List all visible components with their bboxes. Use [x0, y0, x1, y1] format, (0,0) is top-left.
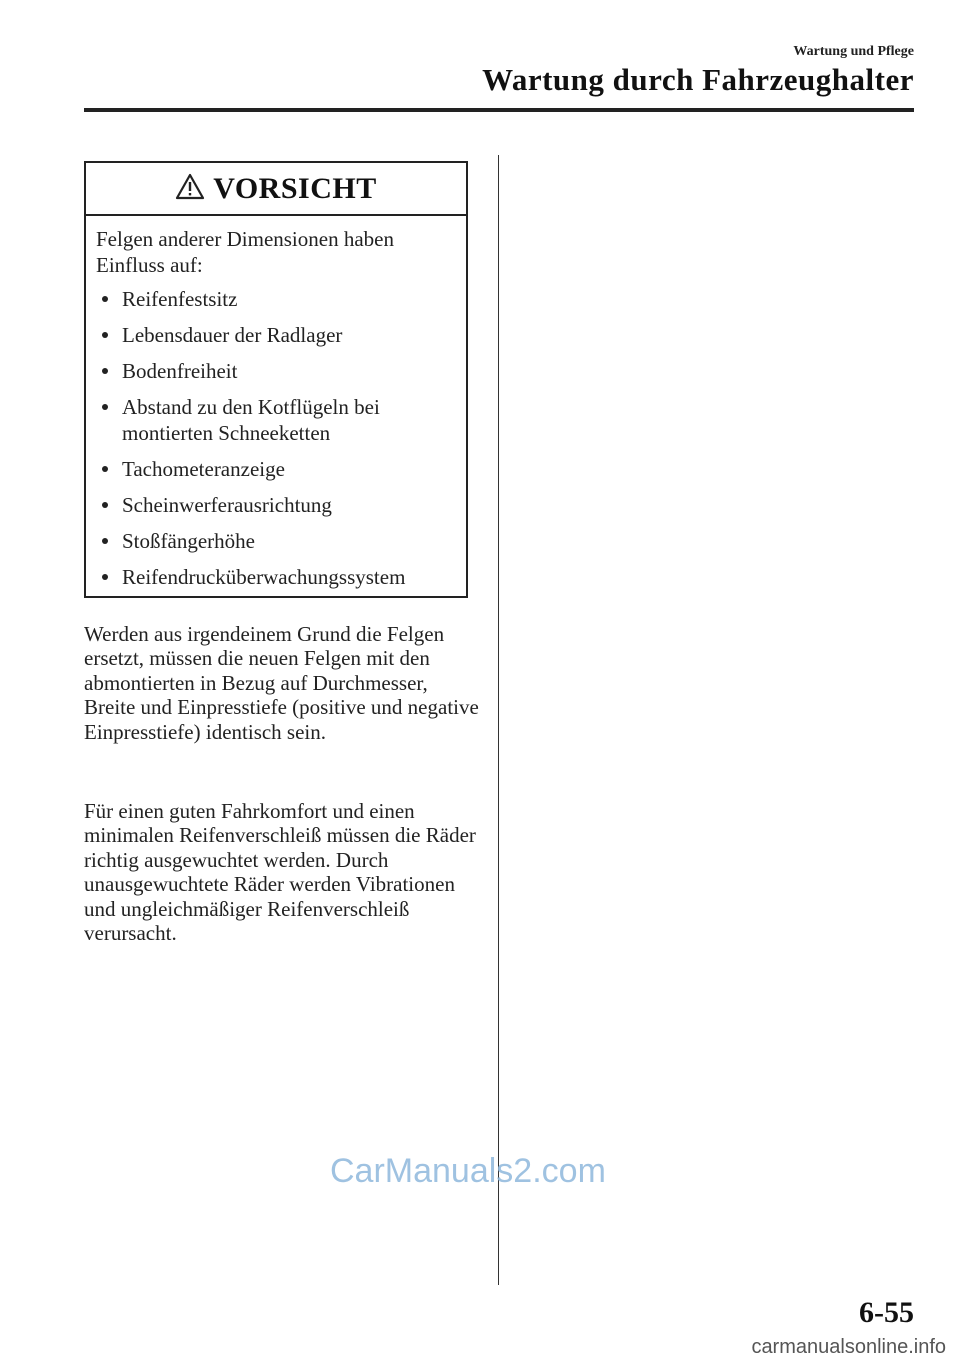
page-number: 6-55: [859, 1296, 914, 1329]
list-item: Lebensdauer der Radlager: [96, 322, 456, 348]
caution-title: VORSICHT: [213, 171, 377, 205]
watermark: CarManuals2.com: [330, 1152, 606, 1190]
warning-triangle-icon: [175, 173, 205, 205]
body-paragraph: Werden aus irgendeinem Grund die Felgen ersetzt, müssen die neuen Felgen mit den abmontierten in Bezug auf Durchmesser, Breite und Einpresstiefe (positive und negative Einpresstiefe) identisch sein.: [84, 622, 479, 744]
caution-list: [96, 286, 456, 590]
list-item: Reifenfestsitz: [96, 286, 456, 312]
list-item: Tachometeranzeige: [96, 456, 456, 482]
list-item: Reifendrucküberwachungssystem: [96, 564, 456, 590]
footer-site-link[interactable]: carmanualsonline.info: [751, 1336, 946, 1358]
header-rule: [84, 108, 914, 112]
body-paragraph: Für einen guten Fahrkomfort und einen minimalen Reifenverschleiß müssen die Räder richtig ausgewuchtet werden. Durch unausgewuchtete Räder werden Vibrationen und ungleichmäßiger Reifenverschleiß verursacht.: [84, 799, 476, 946]
list-item: Stoßfängerhöhe: [96, 528, 456, 554]
list-item: Scheinwerferausrichtung: [96, 492, 456, 518]
page-title: Wartung durch Fahrzeughalter: [482, 62, 914, 97]
caution-header: [86, 163, 466, 216]
caution-box: [84, 161, 468, 598]
list-item: Abstand zu den Kotflügeln bei montierten Schneeketten: [96, 394, 456, 446]
column-divider: [498, 155, 499, 1285]
list-item: Bodenfreiheit: [96, 358, 456, 384]
caution-body: [86, 216, 466, 590]
caution-intro: Felgen anderer Dimensionen haben Einfluss auf:: [96, 227, 394, 277]
section-label: Wartung und Pflege: [793, 44, 914, 59]
